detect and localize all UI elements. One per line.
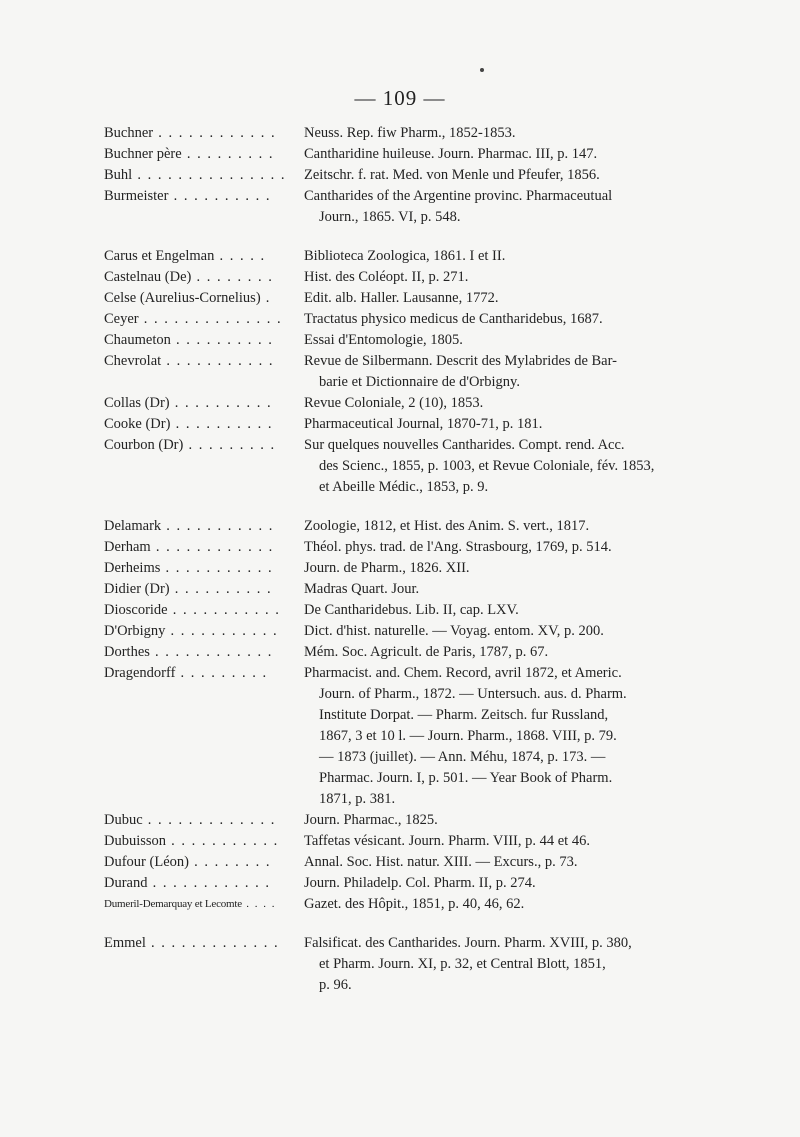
entry-reference <box>304 144 669 165</box>
author-name: Dubuisson <box>104 833 167 849</box>
author-name: D'Orbigny <box>104 623 166 639</box>
entry-reference <box>304 123 669 144</box>
reference-line: Sur quelques nouvelles Cantharides. Compt. rend. Acc. <box>304 437 625 453</box>
entry-reference <box>304 246 669 267</box>
entry-author <box>104 894 304 915</box>
reference-line: p. 96. <box>319 977 352 993</box>
author-name: Buchner <box>104 125 154 141</box>
leader-dots: . . . . . . . . . <box>175 665 268 681</box>
ink-speck <box>480 68 484 72</box>
author-name: Burmeister <box>104 188 169 204</box>
author-name: Durand <box>104 875 148 891</box>
entry-reference <box>304 414 669 435</box>
leader-dots: . . . . . . . . . . . <box>165 623 279 639</box>
author-name: Derheims <box>104 560 161 576</box>
entry-author <box>104 330 304 351</box>
entry-author <box>104 309 304 330</box>
leader-dots: . . . . . . . . . . <box>170 416 273 432</box>
entry-reference <box>304 267 669 288</box>
author-name: Dufour (Léon) <box>104 854 189 870</box>
entry-reference <box>304 663 669 810</box>
reference-line: Journ. of Pharm., 1872. — Untersuch. aus. d. Pharm. <box>319 686 627 702</box>
entry-author <box>104 663 304 810</box>
reference-line: — 1873 (juillet). — Ann. Méhu, 1874, p. 173. — <box>319 749 606 765</box>
leader-dots: . . . . <box>241 898 276 910</box>
entry-author <box>104 123 304 144</box>
reference-line: Taffetas vésicant. Journ. Pharm. VIII, p. 44 et 46. <box>304 833 590 849</box>
leader-dots: . . . . . . . . . . . <box>166 833 279 849</box>
author-name: Ceyer <box>104 311 139 327</box>
index-entry <box>0 246 800 267</box>
author-name: Dumeril-Demarquay et Lecomte <box>104 898 242 910</box>
index-entry <box>0 144 800 165</box>
reference-line: Pharmac. Journ. I, p. 501. — Year Book of Pharm. <box>319 770 613 786</box>
author-name: Delamark <box>104 518 162 534</box>
index-entry <box>0 873 800 894</box>
index-entry <box>0 288 800 309</box>
reference-line: Zeitschr. f. rat. Med. von Menle und Pfeufer, 1856. <box>304 167 600 183</box>
author-name: Chevrolat <box>104 353 162 369</box>
index-entry <box>0 621 800 642</box>
reference-line: Théol. phys. trad. de l'Ang. Strasbourg, 1769, p. 514. <box>304 539 612 555</box>
entry-reference <box>304 165 669 186</box>
entry-reference <box>304 852 669 873</box>
entry-reference <box>304 600 669 621</box>
reference-line: Revue Coloniale, 2 (10), 1853. <box>304 395 484 411</box>
index-entry <box>0 810 800 831</box>
author-name: Dubuc <box>104 812 143 828</box>
entry-reference <box>304 621 669 642</box>
index-entry <box>0 330 800 351</box>
page-number: — 109 — <box>354 86 446 110</box>
leader-dots: . <box>260 290 271 306</box>
entry-author <box>104 873 304 894</box>
reference-line: Cantharides of the Argentine provinc. Pharmaceutual <box>304 188 613 204</box>
reference-line: Madras Quart. Jour. <box>304 581 420 597</box>
entry-reference <box>304 393 669 414</box>
entry-author <box>104 186 304 228</box>
author-name: Dragendorff <box>104 665 176 681</box>
reference-line: des Scienc., 1855, p. 1003, et Revue Coloniale, fév. 1853, <box>319 458 655 474</box>
entry-author <box>104 933 304 996</box>
reference-line: Journ., 1865. VI, p. 548. <box>319 209 461 225</box>
leader-dots: . . . . . . . . . . . . <box>149 644 273 660</box>
author-name: Dioscoride <box>104 602 168 618</box>
entry-author <box>104 621 304 642</box>
entry-reference <box>304 579 669 600</box>
leader-dots: . . . . . . . . . <box>183 437 276 453</box>
reference-line: De Cantharidebus. Lib. II, cap. LXV. <box>304 602 519 618</box>
index-entry <box>0 351 800 393</box>
index-entry <box>0 123 800 144</box>
leader-dots: . . . . . . . . . . <box>170 332 274 348</box>
reference-line: Edit. alb. Haller. Lausanne, 1772. <box>304 290 499 306</box>
author-name: Castelnau (De) <box>104 269 192 285</box>
index-entry <box>0 831 800 852</box>
entry-reference <box>304 558 669 579</box>
author-name: Buhl <box>104 167 133 183</box>
entry-reference <box>304 309 669 330</box>
leader-dots: . . . . . . . . . . . . . . <box>138 311 283 327</box>
reference-line: Institute Dorpat. — Pharm. Zeitsch. fur Russland, <box>319 707 609 723</box>
index-entry <box>0 600 800 621</box>
leader-dots: . . . . . <box>214 248 266 264</box>
reference-line: Hist. des Coléopt. II, p. 271. <box>304 269 469 285</box>
entry-author <box>104 246 304 267</box>
entry-author <box>104 414 304 435</box>
index-entry <box>0 894 800 915</box>
index-entry <box>0 852 800 873</box>
entry-reference <box>304 330 669 351</box>
author-name: Buchner père <box>104 146 182 162</box>
reference-line: Essai d'Entomologie, 1805. <box>304 332 463 348</box>
index-entry <box>0 663 800 810</box>
leader-dots: . . . . . . . . . . . <box>160 560 274 576</box>
entry-author <box>104 267 304 288</box>
leader-dots: . . . . . . . . . . . . <box>147 875 271 891</box>
reference-line: et Abeille Médic., 1853, p. 9. <box>319 479 489 495</box>
entry-reference <box>304 642 669 663</box>
index-entry <box>0 414 800 435</box>
reference-line: Journ. Philadelp. Col. Pharm. II, p. 274. <box>304 875 536 891</box>
entry-author <box>104 351 304 393</box>
reference-line: Falsificat. des Cantharides. Journ. Pharm. XVIII, p. 380, <box>304 935 632 951</box>
index-entry <box>0 516 800 537</box>
entry-author <box>104 642 304 663</box>
author-name: Dorthes <box>104 644 150 660</box>
reference-line: Tractatus physico medicus de Cantharidebus, 1687. <box>304 311 603 327</box>
entry-author <box>104 165 304 186</box>
reference-line: 1871, p. 381. <box>319 791 396 807</box>
author-name: Didier (Dr) <box>104 581 170 597</box>
reference-line: Journ. de Pharm., 1826. XII. <box>304 560 470 576</box>
entry-author <box>104 831 304 852</box>
leader-dots: . . . . . . . . . . <box>169 581 273 597</box>
leader-dots: . . . . . . . . . . . . . <box>145 935 280 951</box>
entry-reference <box>304 831 669 852</box>
index-entry <box>0 186 800 228</box>
author-name: Chaumeton <box>104 332 171 348</box>
leader-dots: . . . . . . . . . . . <box>167 602 281 618</box>
author-name: Emmel <box>104 935 146 951</box>
entry-author <box>104 393 304 414</box>
index-entry <box>0 267 800 288</box>
reference-line: Neuss. Rep. fiw Pharm., 1852-1853. <box>304 125 516 141</box>
leader-dots: . . . . . . . . . . . . . . . <box>132 167 286 183</box>
index-entry <box>0 309 800 330</box>
leader-dots: . . . . . . . . . . . . <box>150 539 274 555</box>
index-entry <box>0 165 800 186</box>
reference-line: Revue de Silbermann. Descrit des Mylabrides de Bar- <box>304 353 617 369</box>
entry-reference <box>304 933 669 996</box>
author-name: Carus et Engelman <box>104 248 215 264</box>
author-name: Celse (Aurelius-Cornelius) <box>104 290 261 306</box>
reference-line: Zoologie, 1812, et Hist. des Anim. S. vert., 1817. <box>304 518 590 534</box>
index-entry <box>0 579 800 600</box>
reference-line: Biblioteca Zoologica, 1861. I et II. <box>304 248 506 264</box>
index-entry <box>0 393 800 414</box>
leader-dots: . . . . . . . . <box>188 854 271 870</box>
leader-dots: . . . . . . . . . . . <box>161 353 274 369</box>
leader-dots: . . . . . . . . . <box>181 146 274 162</box>
reference-line: Pharmacist. and. Chem. Record, avril 1872, et Americ. <box>304 665 622 681</box>
author-name: Collas (Dr) <box>104 395 170 411</box>
index-entry <box>0 933 800 996</box>
entry-reference <box>304 537 669 558</box>
reference-line: Dict. d'hist. naturelle. — Voyag. entom. XV, p. 200. <box>304 623 604 639</box>
bibliography-index <box>0 123 800 996</box>
entry-author <box>104 435 304 498</box>
reference-line: Cantharidine huileuse. Journ. Pharmac. III, p. 147. <box>304 146 598 162</box>
entry-author <box>104 558 304 579</box>
entry-reference <box>304 186 669 228</box>
leader-dots: . . . . . . . . . . <box>169 395 273 411</box>
leader-dots: . . . . . . . . <box>191 269 274 285</box>
entry-author <box>104 144 304 165</box>
entry-author <box>104 288 304 309</box>
entry-author <box>104 516 304 537</box>
entry-author <box>104 600 304 621</box>
reference-line: Pharmaceutical Journal, 1870-71, p. 181. <box>304 416 543 432</box>
reference-line: barie et Dictionnaire de d'Orbigny. <box>319 374 520 390</box>
reference-line: Gazet. des Hôpit., 1851, p. 40, 46, 62. <box>304 896 525 912</box>
leader-dots: . . . . . . . . . . . . <box>153 125 277 141</box>
index-entry <box>0 435 800 498</box>
leader-dots: . . . . . . . . . . . . . <box>142 812 276 828</box>
author-name: Cooke (Dr) <box>104 416 171 432</box>
author-name: Courbon (Dr) <box>104 437 184 453</box>
entry-reference <box>304 894 669 915</box>
index-entry <box>0 537 800 558</box>
entry-author <box>104 852 304 873</box>
entry-author <box>104 810 304 831</box>
entry-author <box>104 579 304 600</box>
reference-line: et Pharm. Journ. XI, p. 32, et Central Blott, 1851, <box>319 956 606 972</box>
leader-dots: . . . . . . . . . . . <box>161 518 274 534</box>
author-name: Derham <box>104 539 151 555</box>
entry-reference <box>304 810 669 831</box>
entry-reference <box>304 435 669 498</box>
entry-reference <box>304 288 669 309</box>
index-entry <box>0 558 800 579</box>
leader-dots: . . . . . . . . . . <box>168 188 271 204</box>
entry-reference <box>304 351 669 393</box>
entry-reference <box>304 516 669 537</box>
reference-line: 1867, 3 et 10 l. — Journ. Pharm., 1868. VIII, p. 79. <box>319 728 617 744</box>
reference-line: Journ. Pharmac., 1825. <box>304 812 438 828</box>
entry-reference <box>304 873 669 894</box>
index-entry <box>0 642 800 663</box>
reference-line: Mém. Soc. Agricult. de Paris, 1787, p. 67. <box>304 644 549 660</box>
entry-author <box>104 537 304 558</box>
reference-line: Annal. Soc. Hist. natur. XIII. — Excurs., p. 73. <box>304 854 578 870</box>
